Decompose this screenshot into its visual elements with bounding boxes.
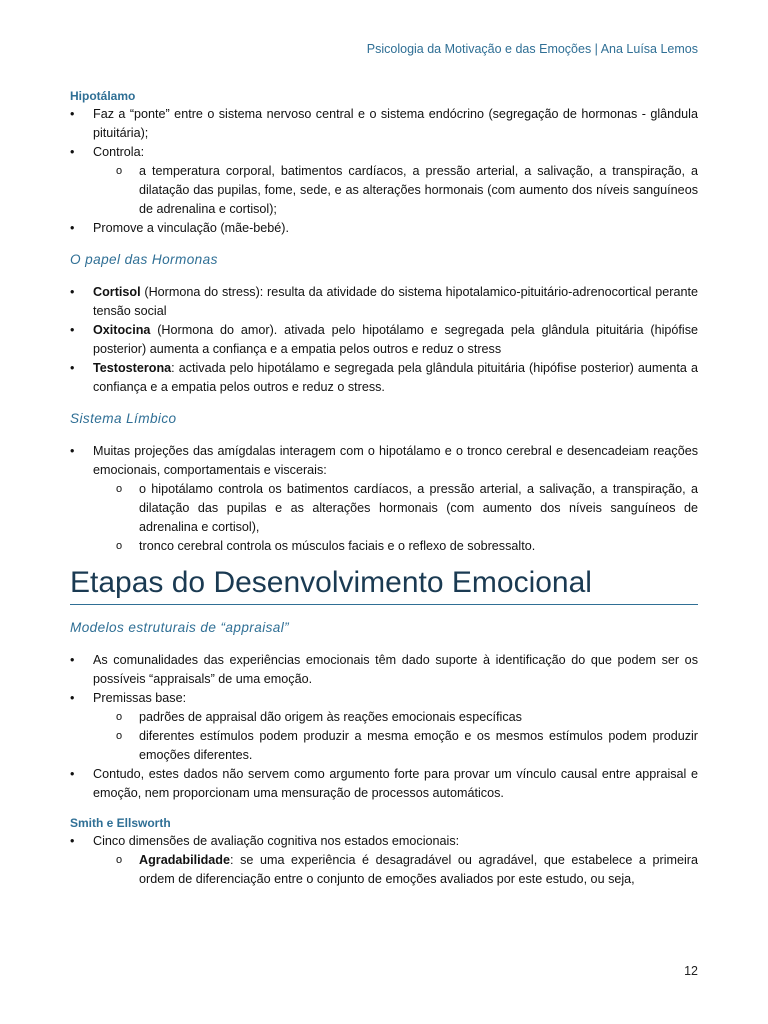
smith-list <box>70 832 698 889</box>
limbico-heading: Sistema Límbico <box>70 411 177 426</box>
modelos-heading: Modelos estruturais de “appraisal” <box>70 620 290 635</box>
smith-heading: Smith e Ellsworth <box>70 816 171 830</box>
term: Cortisol <box>93 285 141 299</box>
sub-list-item: o tronco cerebral controla os músculos faciais e o reflexo de sobressalto. <box>70 537 698 556</box>
list-item: • Faz a “ponte” entre o sistema nervoso central e o sistema endócrino (segregação de hormonas - glândula pituitária); <box>70 105 698 143</box>
sub-list-item <box>70 851 698 889</box>
running-header: Psicologia da Motivação e das Emoções | Ana Luísa Lemos <box>366 42 698 56</box>
hipotalamo-heading: Hipotálamo <box>70 89 136 103</box>
definition: : activada pelo hipotálamo e segregada pela glândula pituitária (hipófise posterior) aumenta a confiança e a empatia pelos outros e reduz o stress. <box>93 361 698 394</box>
list-item: • Premissas base: <box>70 689 698 708</box>
sub-list-item: o diferentes estímulos podem produzir a mesma emoção e os mesmos estímulos podem produzir emoções diferentes. <box>70 727 698 765</box>
list-item: • Promove a vinculação (mãe-bebé). <box>70 219 698 238</box>
definition: : se uma experiência é desagradável ou agradável, que estabelece a primeira ordem de diferenciação entre o conjunto de emoções avaliados por este estudo, ou seja, <box>139 853 698 886</box>
sub-list-item: o o hipotálamo controla os batimentos cardíacos, a pressão arterial, a salivação, a transpiração, a dilatação das pupilas e as alterações hormonais (com aumento dos níveis sanguíneos de adrenalina e cortisol), <box>70 480 698 537</box>
sub-list-item: o a temperatura corporal, batimentos cardíacos, a pressão arterial, a salivação, a transpiração, a dilatação das pupilas, fome, sede, e as alterações hormonais (com aumento dos níveis sanguíneos de adrenalina e cortisol); <box>70 162 698 219</box>
list-item <box>70 321 698 359</box>
term: Oxitocina <box>93 323 151 337</box>
sub-list-item: o padrões de appraisal dão origem às reações emocionais específicas <box>70 708 698 727</box>
page-number: 12 <box>684 964 698 978</box>
hipotalamo-list <box>70 105 698 238</box>
list-item: • Muitas projeções das amígdalas interagem com o hipotálamo e o tronco cerebral e desencadeiam reações emocionais, comportamentais e viscerais: <box>70 442 698 480</box>
term: Testosterona <box>93 361 172 375</box>
definition: (Hormona do amor). ativada pelo hipotálamo e segregada pela glândula pituitária (hipófise posterior) aumenta a confiança e a empatia pelos outros e reduz o stress <box>93 323 698 356</box>
section-title: Etapas do Desenvolvimento Emocional <box>70 564 698 605</box>
list-item: • Cinco dimensões de avaliação cognitiva nos estados emocionais: <box>70 832 698 851</box>
list-item: • Controla: <box>70 143 698 162</box>
hormonas-list <box>70 283 698 397</box>
list-item <box>70 359 698 397</box>
term: Agradabilidade <box>139 853 230 867</box>
limbico-list <box>70 442 698 556</box>
list-item: • Contudo, estes dados não servem como argumento forte para provar um vínculo causal entre appraisal e emoção, nem proporcionam uma mensuração de processos automáticos. <box>70 765 698 803</box>
list-item: • As comunalidades das experiências emocionais têm dado suporte à identificação do que podem ser os possíveis “appraisals” de uma emoção. <box>70 651 698 689</box>
page-content <box>70 88 698 889</box>
definition: (Hormona do stress): resulta da atividade do sistema hipotalamico-pituitário-adrenocortical perante tensão social <box>93 285 698 318</box>
list-item <box>70 283 698 321</box>
modelos-list <box>70 651 698 803</box>
hormonas-heading: O papel das Hormonas <box>70 252 218 267</box>
